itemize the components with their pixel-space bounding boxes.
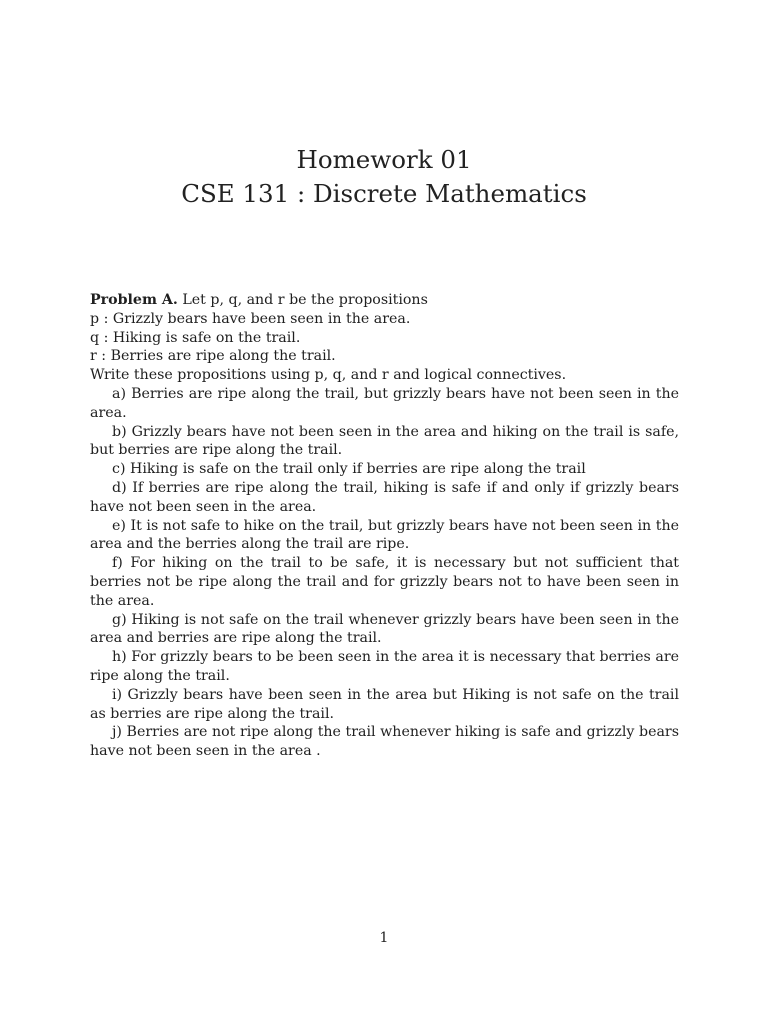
problem-item-d: d) If berries are ripe along the trail, hiking is safe if and only if grizzly bears have not been seen in the area. [90,479,679,515]
problem-instruction: Write these propositions using p, q, and r and logical connectives. [90,367,567,384]
problem-item-f: f) For hiking on the trail to be safe, it is necessary but not sufficient that berries not be ripe along the trail and for grizzly bears not to have been seen in the area. [90,555,679,609]
problem-item-c: c) Hiking is safe on the trail only if berries are ripe along the trail [112,461,586,478]
proposition-q: q : Hiking is safe on the trail. [90,329,301,346]
document-title: Homework 01 [296,145,472,174]
page-number: 1 [379,930,389,946]
problem-item-g: g) Hiking is not safe on the trail whenever grizzly bears have been seen in the area and berries are ripe along the trail. [90,611,679,647]
course-title: CSE 131 : Discrete Mathematics [181,179,587,208]
problem-item-j: j) Berries are not ripe along the trail whenever hiking is safe and grizzly bears have not been seen in the area . [90,724,679,760]
problem-intro: Let p, q, and r be the propositions [182,292,428,308]
proposition-r: r : Berries are ripe along the trail. [90,348,336,365]
problem-item-b: b) Grizzly bears have not been seen in the area and hiking on the trail is safe, but berries are ripe along the trail. [90,423,679,459]
problem-section [90,291,679,761]
problem-item-e: e) It is not safe to hike on the trail, but grizzly bears have not been seen in the area and the berries along the trail are ripe. [90,517,679,553]
problem-heading [90,291,679,310]
problem-item-i: i) Grizzly bears have been seen in the area but Hiking is not safe on the trail as berries are ripe along the trail. [90,686,679,722]
problem-item-h: h) For grizzly bears to be been seen in the area it is necessary that berries are ripe along the trail. [90,649,679,684]
problem-label: Problem A. [90,292,178,308]
problem-item-a: a) Berries are ripe along the trail, but grizzly bears have not been seen in the area. [90,385,679,421]
proposition-p: p : Grizzly bears have been seen in the area. [90,310,411,327]
title-block [0,143,768,211]
